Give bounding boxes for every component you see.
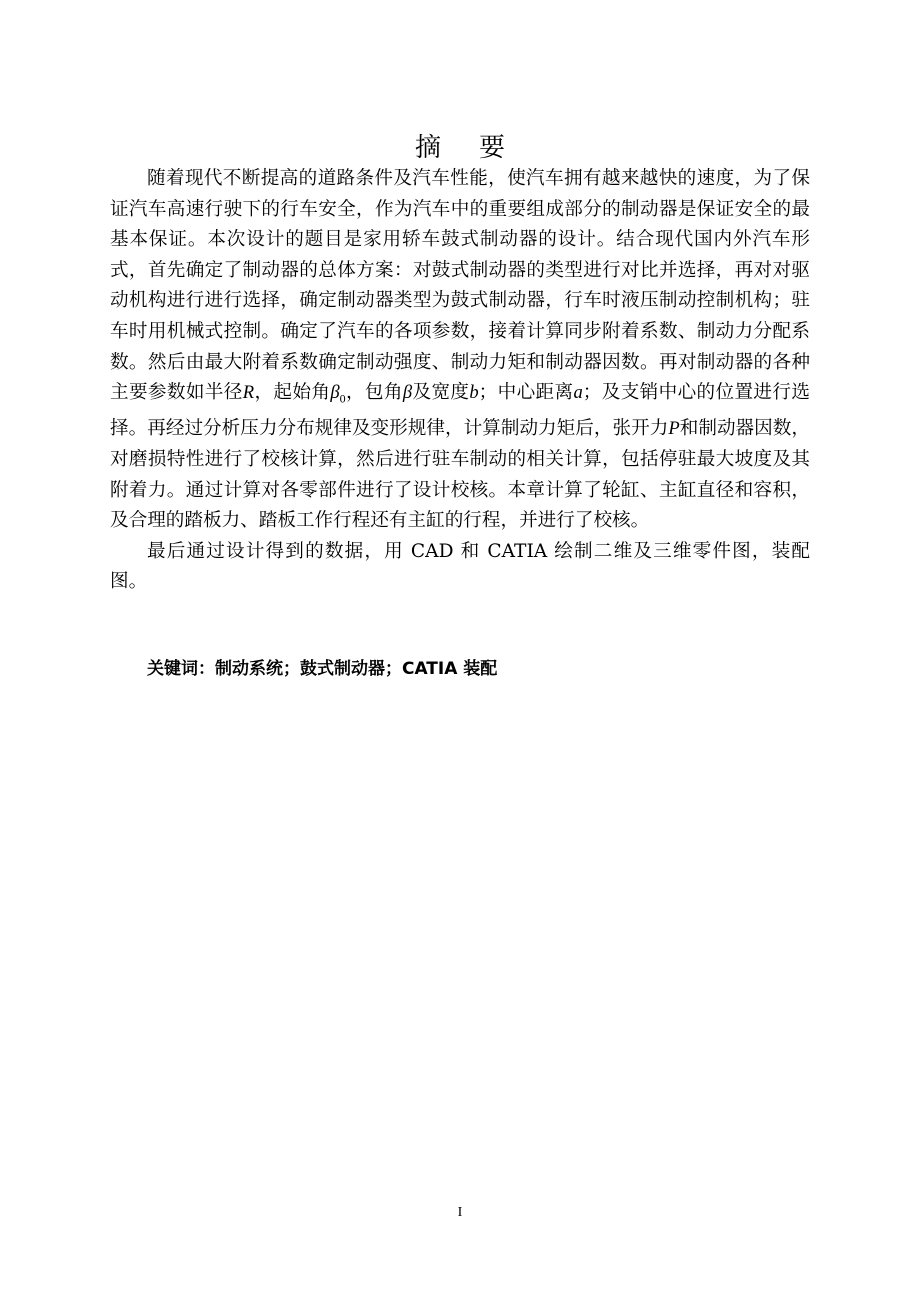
keywords-line: 关键词：制动系统；鼓式制动器；CATIA 装配 [147, 659, 498, 679]
abstract-body [110, 164, 810, 598]
text-segment: ；及支销中心的位置进行选择。再经过分析压力分布规律及变形规律，计算制动力矩后，张开力 [110, 382, 810, 440]
symbol-center-distance: a [573, 382, 583, 404]
text-segment: 随着现代不断提高的道路条件及汽车性能，使汽车拥有越来越快的速度，为了保证汽车高速行驶下的行车安全，作为汽车中的重要组成部分的制动器是保证安全的最基本保证。本次设计的题目是家用轿车鼓式制动器的设计。结合现代国内外汽车形式，首先确定了制动器的总体方案：对鼓式制动器的类型进行对比并选择，再对对驱动机构进行进行选择，确定制动器类型为鼓式制动器，行车时液压制动控制机构；驻车时用机械式控制。确定了汽车的各项参数，接着计算同步附着系数、制动力分配系数。然后由最大附着系数确定制动强度、制动力矩和制动器因数。再对制动器的各种主要参数如半径 [110, 168, 810, 404]
text-segment: ，起始角 [254, 382, 331, 404]
symbol-radius: R [242, 382, 255, 404]
symbol-wrap-angle: β [402, 382, 413, 404]
text-segment: 和制动器因数，对磨损特性进行了校核计算，然后进行驻车制动的相关计算，包括停驻最大坡度及其附着力。通过计算对各零部件进行了设计校核。本章计算了轮缸、主缸直径和容积，及合理的踏板力、踏板工作行程还有主缸的行程，并进行了校核。 [110, 418, 810, 532]
symbol-width: b [469, 382, 479, 404]
symbol-beta: β [330, 382, 340, 404]
abstract-paragraph-1 [110, 164, 810, 537]
abstract-paragraph-2: 最后通过设计得到的数据，用 CAD 和 CATIA 绘制二维及三维零件图，装配图。 [110, 540, 810, 593]
subscript-zero: 0 [339, 391, 346, 406]
symbol-opening-force: P [668, 418, 680, 440]
page-title: 摘要 [414, 133, 543, 163]
text-segment: ，包角 [345, 382, 403, 404]
text-segment: 及宽度 [412, 382, 470, 404]
text-segment: ；中心距离 [478, 382, 574, 404]
symbol-start-angle [330, 382, 346, 406]
page-number: I [457, 1205, 463, 1220]
